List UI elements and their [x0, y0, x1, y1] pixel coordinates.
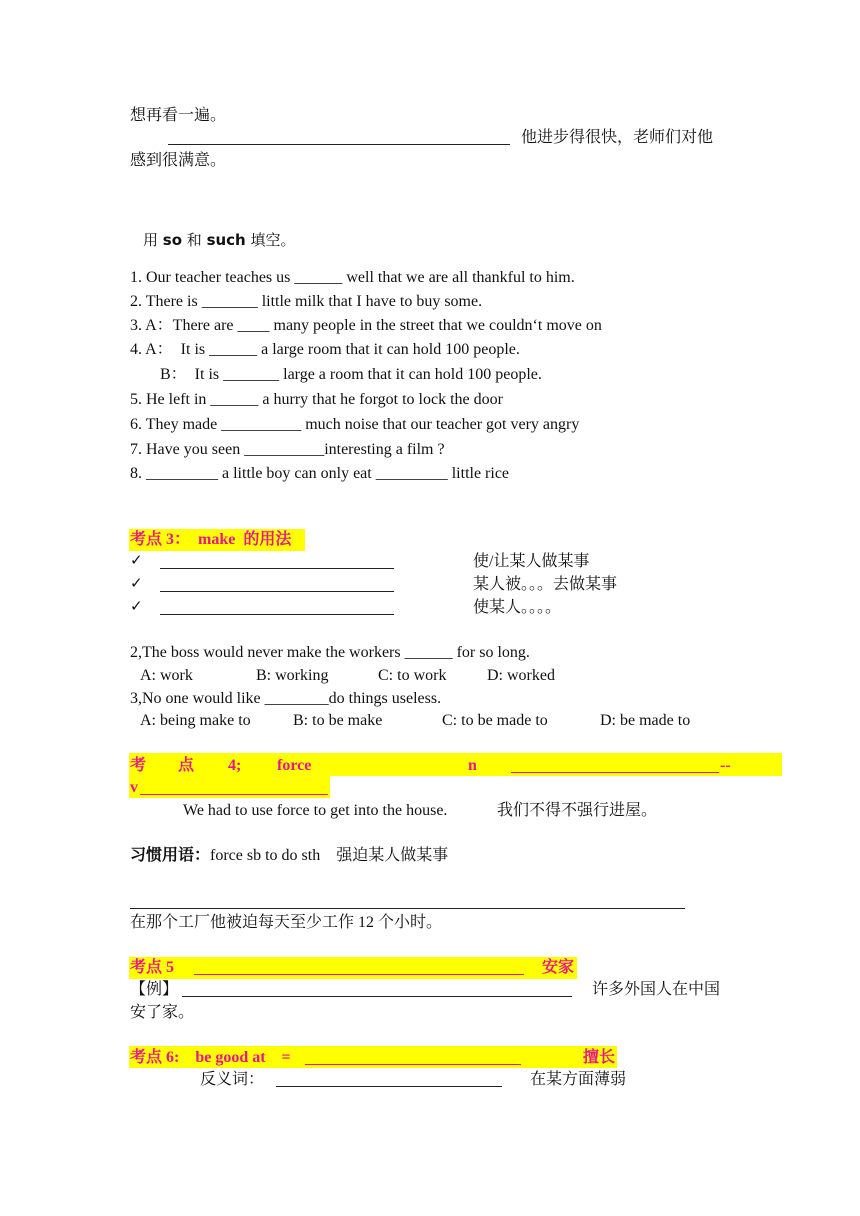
kaodian3-question-2: 2,The boss would never make the workers ______ for so long.	[130, 644, 530, 661]
kaodian6-antonym-blank	[276, 1070, 502, 1093]
exercise-item-5: 5. He left in ______ a hurry that he forgot to lock the door	[130, 391, 503, 408]
exercise-item-8: 8. _________ a little boy can only eat _________ little rice	[130, 465, 510, 482]
kaodian6-antonym-label: 反义词：	[200, 1071, 265, 1088]
kaodian4-blank-v	[140, 778, 328, 801]
exercise-item-2: 2. There is _______ little milk that I have to buy some.	[130, 293, 483, 310]
kaodian6-blank	[305, 1048, 521, 1071]
q3-option-d: D: be made to	[600, 712, 691, 729]
exercise-item-4b: B： It is _______ large a room that it can hold 100 people.	[160, 366, 542, 383]
kaodian5-label: 考点 5	[130, 959, 175, 976]
check-icon: ✓	[130, 574, 143, 592]
q3-option-a: A: being make to	[140, 712, 251, 729]
kaodian5-example-wrap: 安了家。	[130, 1004, 195, 1021]
kaodian3-question-3: 3,No one would like ________do things useless.	[130, 690, 442, 707]
kaodian5-example-cn: 许多外国人在中国	[592, 981, 721, 998]
check-icon: ✓	[130, 597, 143, 615]
q2-option-c: C: to work	[378, 667, 447, 684]
translate-blank	[130, 892, 685, 915]
kaodian4-label-dian: 点	[178, 757, 195, 774]
exercise-item-3: 3. A：There are ____ many people in the street that we couldn‘t move on	[130, 317, 602, 334]
kaodian4-label-dash: --	[720, 757, 731, 774]
q3-option-b: B: to be make	[293, 712, 383, 729]
intro-blank-line	[168, 128, 510, 151]
kaodian5-example-label: 【例】	[130, 981, 179, 998]
kaodian4-label-word: force	[277, 757, 312, 774]
kaodian4-label-num: 4;	[228, 757, 242, 774]
kaodian3-meaning-1: 使/让某人做某事	[473, 553, 590, 570]
kaodian5-blank	[194, 958, 524, 981]
kaodian3-blank-3	[160, 598, 394, 621]
kaodian3-title: 考点 3： make 的用法	[130, 531, 292, 548]
q2-option-d: D: worked	[487, 667, 555, 684]
exercise-item-6: 6. They made __________ much noise that our teacher got very angry	[130, 416, 580, 433]
kaodian3-blank-1	[160, 552, 394, 575]
habit-phrase: 习惯用语：force sb to do sth 强迫某人做某事	[130, 847, 449, 864]
kaodian3-meaning-3: 使某人。。。。	[473, 599, 562, 616]
kaodian4-blank-n	[511, 756, 719, 779]
kaodian4-label-n: n	[468, 757, 477, 774]
exercise-item-4a: 4. A： It is ______ a large room that it can hold 100 people.	[130, 341, 520, 358]
q2-option-a: A: work	[140, 667, 193, 684]
kaodian6-label: 考点 6: be good at =	[130, 1049, 291, 1066]
check-icon: ✓	[130, 551, 143, 569]
so-such-heading: 用 so 和 such 填空。	[143, 231, 296, 249]
intro-line-3: 感到很满意。	[130, 152, 227, 169]
exercise-item-1: 1. Our teacher teaches us ______ well that we are all thankful to him.	[130, 269, 575, 286]
kaodian4-label-kao: 考	[130, 757, 147, 774]
kaodian6-antonym-meaning: 在某方面薄弱	[530, 1071, 627, 1088]
kaodian3-meaning-2: 某人被。。。去做某事	[473, 576, 618, 593]
kaodian4-example-en: We had to use force to get into the house.	[183, 802, 448, 819]
kaodian4-label-v: v	[130, 779, 138, 796]
kaodian5-meaning: 安家	[542, 959, 575, 976]
q2-option-b: B: working	[256, 667, 329, 684]
intro-line-1: 想再看一遍。	[130, 107, 227, 124]
q3-option-c: C: to be made to	[442, 712, 548, 729]
kaodian6-meaning: 擅长	[583, 1049, 616, 1066]
exercise-item-7: 7. Have you seen __________interesting a film ?	[130, 441, 445, 458]
intro-line-2: 他进步得很快，老师们对他	[521, 129, 714, 146]
translate-sentence: 在那个工厂他被迫每天至少工作 12 个小时。	[130, 914, 443, 931]
kaodian3-blank-2	[160, 575, 394, 598]
kaodian5-example-blank	[182, 980, 572, 1003]
kaodian4-example-cn: 我们不得不强行进屋。	[497, 802, 658, 819]
